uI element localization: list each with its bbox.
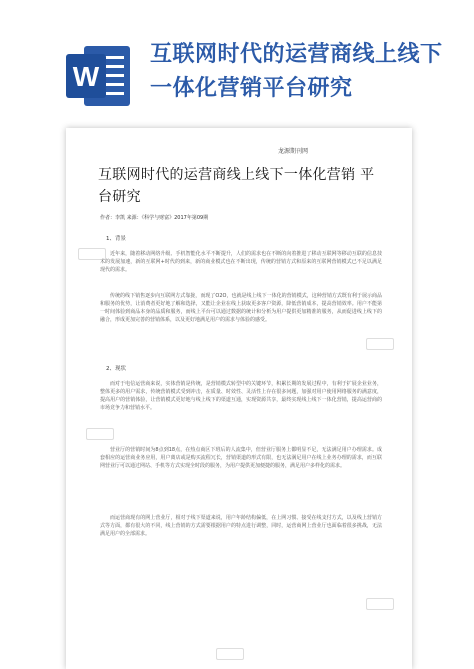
document-page bbox=[66, 128, 412, 669]
document-meta: 作者：李凯 来源：《科学与财富》2017年第09期 bbox=[100, 215, 209, 221]
document-title: 互联网时代的运营商线上线下一体化营销 平台研究 bbox=[98, 167, 375, 205]
watermark bbox=[216, 648, 244, 660]
journal-header: 龙源期刊网 bbox=[277, 148, 308, 155]
banner-title-line-1: 互联网时代的运营商线上线下 bbox=[150, 42, 443, 67]
paragraph: 营业厅的营销时间为8点到18点，在热点商区下班后的人流集中，但营业厅服务上都明显不足，无法满足用户办理需求。成套相应的运营商业务应用，用户离店或是购买流程冗长，营销渠道的形式有限，也无法满足用户在线上业务办理的需求，而互联网营业厅可以通过网站、手机等方式实现全时段的服务，为用户提供更加便捷的服务，满足用户多样化的需求。 bbox=[100, 447, 382, 469]
paragraph: 而运营商现有的网上营业厅，相对于线下渠道来说，用户年龄结构偏低，在上网习惯、接受在线支付方式，以及线上营销方式等方面，都有很大的不同，线上营销的方式需要根据用户的特点进行调整，同时，运营商网上营业厅也面临着很多挑战，无法满足用户的全部需求。 bbox=[100, 515, 382, 537]
banner-title-line-2: 一体化营销平台研究 bbox=[150, 76, 353, 101]
section-heading: 1、背景 bbox=[106, 236, 126, 242]
svg-text:W: W bbox=[72, 61, 100, 92]
paragraph: 而对于电信运营商来说，实体营销是传统，是营销模式转型中的关键环节，积累长期的发展过程中，有利于扩展企业业务，整体更多的用户需求，传统营销模式受到冲击，在质量、时效性、灵活性上存在很多问题，加强对用户使用网络服务的满意度，提高用户的营销体验，让营销模式更好地与线上线下的渠道互通，实现资源共享，最终实现线上线下一体化营销，提高运营商的市场竞争力和营销水平。 bbox=[100, 381, 382, 411]
watermark bbox=[78, 248, 106, 260]
paragraph: 近年来，随着移动网络升级、手机智能化水平不断提升，人们的需求也在不断的向着推进了移动互联网等移动互联的信息技术的发展加速，新的互联网+时代的到来，新的商业模式也在不断出现，传统的营销方式和原来的互联网营销模式已不足以满足现代的需求。 bbox=[100, 251, 382, 273]
banner-title bbox=[150, 38, 470, 106]
paragraph: 传统的线下销售逐步向互联网方式靠拢，而现了O2O，也就是线上线下一体化的营销模式，这种营销方式既有利于展示商品和服务的优势，让消费者更好地了解和选择，又能让企业在线上获取更多客户资源，降低营销成本，提高营销效率。用户不能第一时间体验到商品本身的品质和服务，而线上平台可以通过数据的统计和分析为用户提供更加精准的服务，从而促进线上线下的融合，形成更加完善的营销体系，以及更好地满足用户的需求与体验的感受。 bbox=[100, 293, 382, 323]
watermark bbox=[86, 428, 114, 440]
watermark bbox=[366, 338, 394, 350]
word-document-icon bbox=[62, 40, 134, 112]
watermark bbox=[366, 598, 394, 610]
section-heading: 2、现状 bbox=[106, 366, 126, 372]
